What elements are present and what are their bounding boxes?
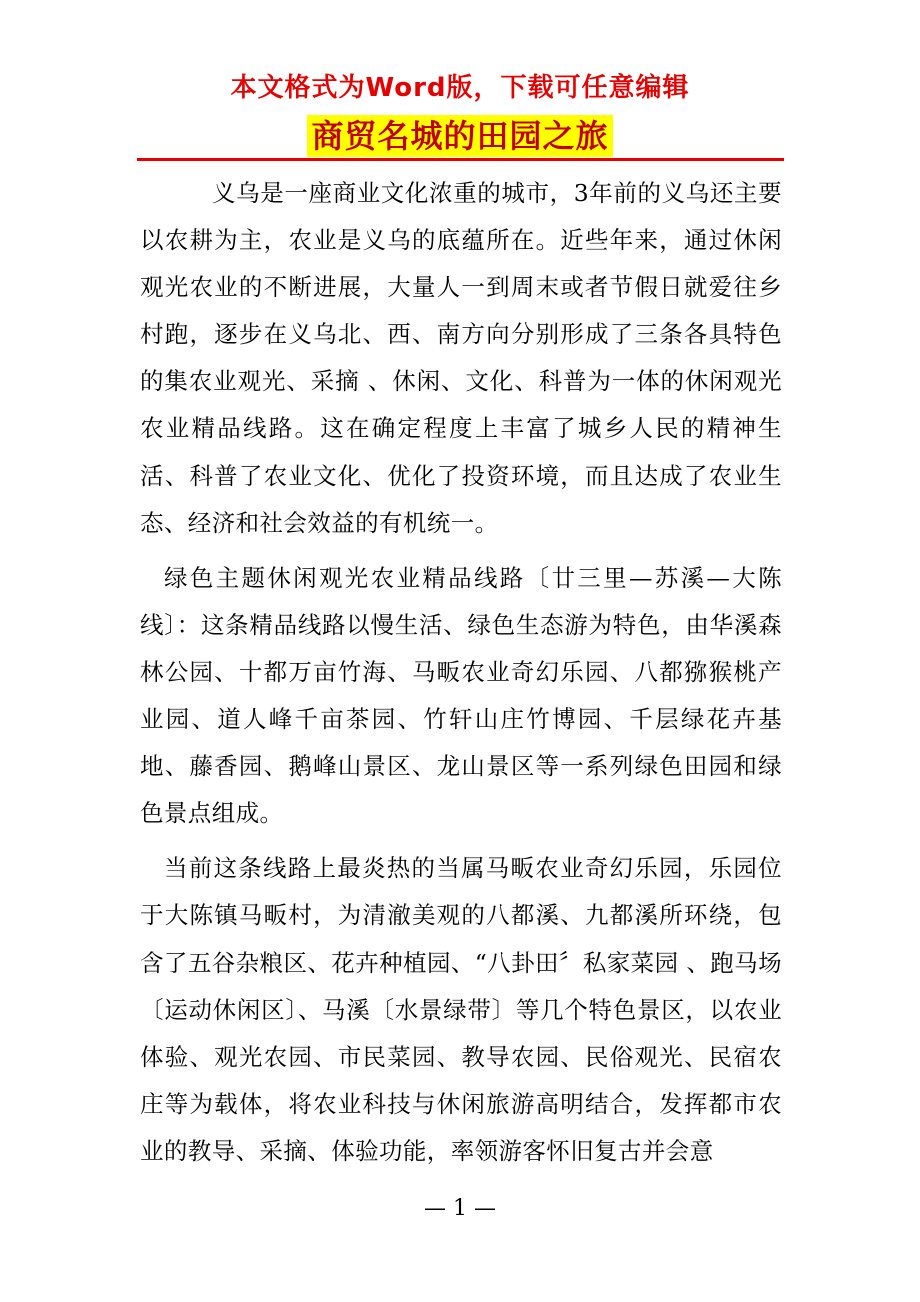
paragraph-green-route: 绿色主题休闲观光农业精品线路〔廿三里—苏溪—大陈线〕：这条精品线路以慢生活、绿色生态游为特色，由华溪森林公园、十都万亩竹海、马畈农业奇幻乐园、八都猕猴桃产业园、道人峰千亩茶园、竹轩山庄竹博园、千层绿花卉基地、藤香园、鹅峰山景区、龙山景区等一系列绿色田园和绿色景点组成。 xyxy=(140,563,782,828)
paragraph-intro: 义乌是一座商业文化浓重的城市，3年前的义乌还主要以农耕为主，农业是义乌的底蕴所在。近些年来，通过休闲观光农业的不断进展，大量人一到周末或者节假日就爱往乡村跑，逐步在义乌北、西、南方向分别形成了三条各具特色的集农业观光、采摘 、休闲、文化、科普为一体的休闲观光农业精品线路。这在确定程度上丰富了城乡人民的精神生活、科普了农业文化、优化了投资环境，而且达成了农业生态、经济和社会效益的有机统一。 xyxy=(140,179,782,537)
title-wrapper xyxy=(0,115,920,157)
paragraph-mafan-park: 当前这条线路上最炎热的当属马畈农业奇幻乐园，乐园位于大陈镇马畈村，为清澈美观的八都溪、九都溪所环绕，包含了五谷杂粮区、花卉种植园、“八卦田〞私家菜园 、跑马场〔运动休闲区〕、马溪〔水景绿带〕等几个特色景区，以农业体验、观光农园、市民菜园、教导农园、民俗观光、民宿农庄等为载体，将农业科技与休闲旅游高明结合，发挥都市农业的教导、采摘、体验功能，率领游客怀旧复古并会意 xyxy=(140,854,782,1165)
document-title: 商贸名城的田园之旅 xyxy=(307,115,612,157)
download-notice: 本文格式为Word版，下载可任意编辑 xyxy=(230,73,690,103)
title-divider-rule xyxy=(137,158,784,161)
document-body xyxy=(140,170,782,1175)
page-number: — 1 — xyxy=(424,1196,496,1221)
